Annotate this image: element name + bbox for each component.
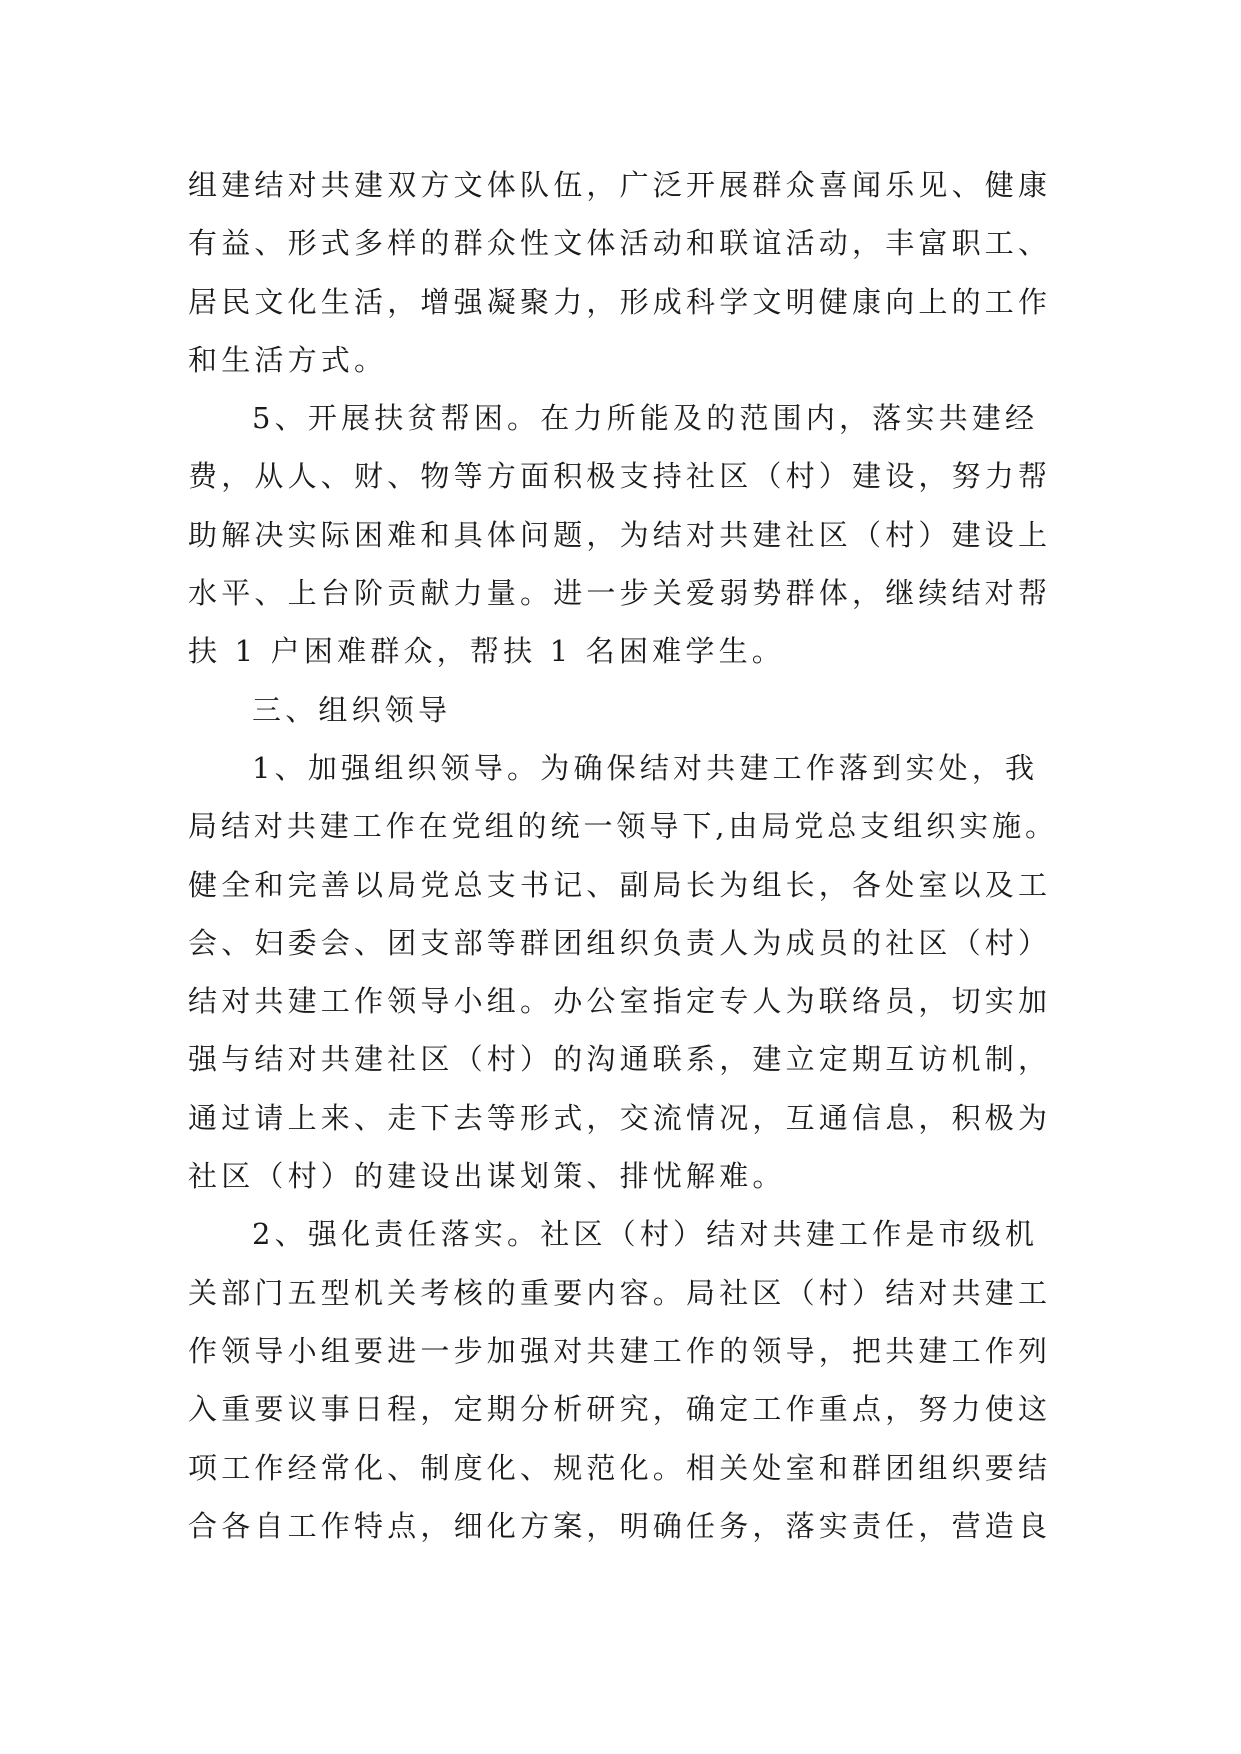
text-line-content: 作领导小组要进一步加强对共建工作的领导，把共建工作列 bbox=[188, 1333, 1052, 1368]
text-line-content: 结对共建工作领导小组。办公室指定专人为联络员，切实加 bbox=[188, 984, 1052, 1019]
text-line bbox=[188, 1439, 1058, 1497]
document-body bbox=[188, 156, 1058, 1555]
text-line-content: 有益、形式多样的群众性文体活动和联谊活动，丰富职工、 bbox=[188, 226, 1052, 261]
text-line bbox=[188, 1322, 1058, 1380]
text-line-content: 健全和完善以局党总支书记、副局长为组长，各处室以及工 bbox=[188, 867, 1052, 902]
text-line bbox=[188, 447, 1058, 505]
text-line bbox=[188, 273, 1058, 331]
text-line bbox=[188, 1147, 1058, 1205]
text-line-content: 和生活方式。 bbox=[188, 342, 388, 377]
text-line-content: 局结对共建工作在党组的统一领导下,由局党总支组织实施。 bbox=[188, 809, 1058, 844]
text-line bbox=[188, 506, 1058, 564]
text-line-content: 社区（村）的建设出谋划策、排忧解难。 bbox=[188, 1159, 786, 1194]
text-line bbox=[188, 797, 1058, 855]
text-line-content: 费，从人、财、物等方面积极支持社区（村）建设，努力帮 bbox=[188, 459, 1052, 494]
text-line-content: 强与结对共建社区（村）的沟通联系，建立定期互访机制， bbox=[188, 1042, 1052, 1077]
text-line-content: 关部门五型机关考核的重要内容。局社区（村）结对共建工 bbox=[188, 1275, 1052, 1310]
text-line bbox=[188, 1030, 1058, 1088]
document-page bbox=[188, 156, 1058, 1555]
text-line-content: 合各自工作特点，细化方案，明确任务，落实责任，营造良 bbox=[188, 1508, 1052, 1543]
text-line-content: 入重要议事日程，定期分析研究，确定工作重点，努力使这 bbox=[188, 1392, 1052, 1427]
text-line-content: 5、开展扶贫帮困。在力所能及的范围内，落实共建经 bbox=[252, 401, 1039, 436]
text-line-content: 居民文化生活，增强凝聚力，形成科学文明健康向上的工作 bbox=[188, 284, 1052, 319]
text-line bbox=[188, 1089, 1058, 1147]
text-line-content: 2、强化责任落实。社区（村）结对共建工作是市级机 bbox=[252, 1217, 1039, 1252]
text-line bbox=[188, 972, 1058, 1030]
text-line bbox=[188, 1205, 1058, 1263]
text-line-content: 组建结对共建双方文体队伍，广泛开展群众喜闻乐见、健康 bbox=[188, 168, 1052, 202]
text-line bbox=[188, 564, 1058, 622]
text-line-content: 项工作经常化、制度化、规范化。相关处室和群团组织要结 bbox=[188, 1450, 1052, 1485]
text-line bbox=[188, 739, 1058, 797]
text-line bbox=[188, 856, 1058, 914]
text-line-content: 会、妇委会、团支部等群团组织负责人为成员的社区（村） bbox=[188, 925, 1052, 960]
text-line bbox=[188, 156, 1058, 214]
text-line bbox=[188, 1497, 1058, 1555]
text-line bbox=[188, 389, 1058, 447]
text-line bbox=[188, 1380, 1058, 1438]
text-line-content: 助解决实际困难和具体问题，为结对共建社区（村）建设上 bbox=[188, 517, 1052, 552]
text-line-content: 三、组织领导 bbox=[252, 692, 452, 727]
text-line bbox=[188, 1264, 1058, 1322]
text-line bbox=[188, 214, 1058, 272]
text-line bbox=[188, 331, 1058, 389]
text-line bbox=[188, 622, 1058, 680]
text-line bbox=[188, 914, 1058, 972]
text-line bbox=[188, 681, 1058, 739]
text-line-content: 水平、上台阶贡献力量。进一步关爱弱势群体，继续结对帮 bbox=[188, 576, 1052, 611]
text-line-content: 通过请上来、走下去等形式，交流情况，互通信息，积极为 bbox=[188, 1100, 1052, 1135]
text-line-content: 1、加强组织领导。为确保结对共建工作落到实处，我 bbox=[252, 750, 1039, 785]
text-line-content: 扶 1 户困难群众，帮扶 1 名困难学生。 bbox=[188, 634, 785, 669]
